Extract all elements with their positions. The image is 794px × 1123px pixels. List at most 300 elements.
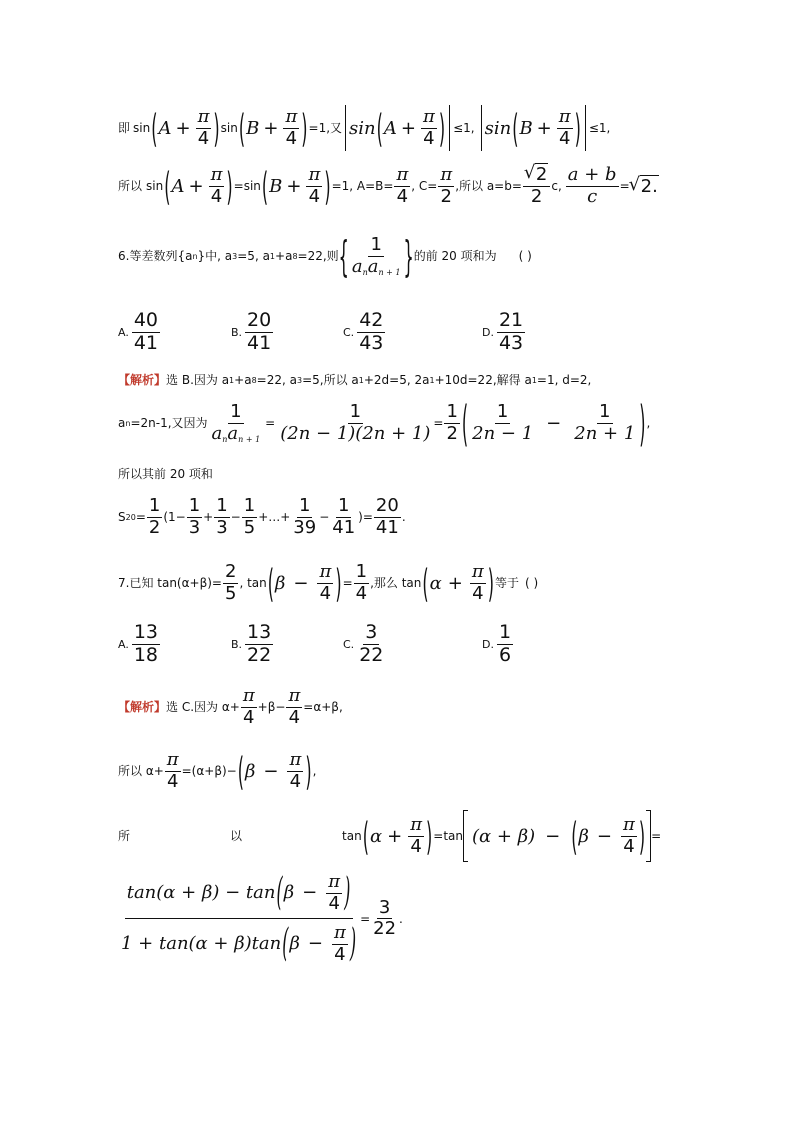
a: a [211,422,223,444]
pi-over-4 [394,165,410,207]
result-frac [371,898,398,940]
num: 1 [498,621,512,643]
alpha: α [429,572,442,594]
paren-open: ( [267,560,274,606]
two: 2 [148,516,161,538]
q6-stem5: =22,则 [297,249,339,264]
den: 41 [133,331,159,354]
q7-option-b[interactable] [231,622,274,667]
q6-option-b[interactable] [231,310,274,355]
den: 3 [216,516,228,538]
den: 5 [243,516,256,538]
brace-open: { [338,231,349,281]
eq: = [135,510,146,525]
sin-label: sin [220,121,238,135]
sol6-t7: =1, d=2, [536,373,592,387]
pi: π [319,561,332,582]
num: 20 [247,309,272,331]
q7-option-d[interactable] [482,622,514,667]
plus-sign: + [188,175,204,197]
beta: β [274,572,286,594]
beta: β [578,825,589,847]
sol6-text: 选 B.因为 a [166,373,230,387]
paren-open: ( [237,748,244,794]
num: 42 [359,309,384,331]
beta: β [283,881,295,903]
option-frac [357,622,385,667]
dots: +…+ [258,510,291,525]
four: 4 [210,185,223,207]
plus-sign: + [447,572,463,594]
option-label: A. [118,637,129,651]
pi: π [422,105,435,127]
q7-stem: 7.已知 tan(α+β)= [118,576,222,591]
one: 1 [446,401,458,422]
num: 13 [247,621,272,643]
one: 1 [370,234,382,255]
minus-sign: − [545,825,561,847]
den: 22 [247,643,272,666]
line-1 [118,105,610,151]
var-A: A [383,117,397,139]
q7-option-c[interactable] [343,622,386,667]
solution-6-sum [118,496,406,538]
one: 1 [148,495,161,516]
option-frac [497,622,513,667]
sub-1: 1 [229,375,235,385]
den: 39 [293,516,317,538]
a-plus-b: a + b [567,164,617,185]
two: 2 [446,422,458,444]
minus: − [319,510,330,525]
q6-option-d[interactable] [482,310,526,355]
pi: π [410,813,423,835]
bracket-open [463,810,468,862]
var-A: A [158,117,172,139]
paren-open: ( [512,105,519,151]
pi-over-4 [470,562,486,604]
solution-6-line-1 [118,374,591,386]
text-suoyi: 所以 [118,179,143,194]
option-label: B. [231,637,243,651]
a: a [351,255,363,277]
text-c: c, [551,179,562,194]
paren-close: ) [305,748,312,794]
minus: − [230,510,241,525]
pi-over-4 [209,165,225,207]
den: 4 [355,582,368,604]
den: 41 [247,331,272,354]
solution-6-line-2 [118,394,651,452]
sub-n: n [362,267,368,277]
pi: π [166,749,179,770]
q6-stem4: +a [275,249,293,264]
pi-over-4 [165,750,181,792]
pi-over-4 [196,107,212,149]
radicand: 2 [535,164,548,185]
num: 21 [498,309,524,331]
frac-2-5 [223,562,238,604]
two: 2 [440,185,452,207]
den: 5 [224,582,237,604]
question-7 [118,562,538,604]
pi-over-4 [326,872,342,914]
four: 4 [243,706,255,728]
eq: = [265,416,276,431]
paren-open: ( [238,105,246,151]
pi-over-4 [408,815,424,857]
sol6-t5: +2d=5, 2a [363,373,430,387]
pi: π [289,749,302,770]
pi: π [471,561,484,582]
paren-close: ) [335,560,342,606]
one: 1 [230,401,242,422]
denominator [119,919,359,965]
comma: , [646,416,651,431]
plus-sign: + [536,117,552,139]
four: 4 [423,127,435,149]
four: 4 [558,127,571,149]
den: 43 [498,331,524,354]
eq: = [433,416,444,431]
numerator [125,868,354,919]
four: 4 [328,892,340,914]
den: 6 [498,643,512,666]
option-frac [132,310,160,355]
tan-label: tan [342,829,362,843]
paren-close: ) [487,560,494,606]
pi-over-4 [283,107,299,149]
pi-over-4 [287,750,303,792]
eq: = [651,829,662,843]
a: a [367,255,379,277]
pi-over-4 [306,165,322,207]
pi: π [396,164,409,185]
sol7-end: =α+β, [303,700,343,715]
num: 1 [355,561,368,582]
text-yi: 以 [230,829,243,843]
paren-close: ) [638,813,646,859]
sub-n1: n + 1 [238,434,261,444]
one: 1 [496,401,509,422]
one: 1 [349,401,362,422]
den: 22 [359,643,384,666]
answer-blank: ( ) [525,576,539,591]
sub-3: 3 [232,251,238,261]
sub-1: 1 [269,251,276,261]
sol7-text: 选 C.因为 α+ [166,700,240,715]
one: 1 [188,495,201,516]
pi-over-4 [557,107,573,149]
sub-n: n [222,434,228,444]
option-frac [132,622,160,667]
frac-half [147,496,162,538]
q7-option-a[interactable] [118,622,161,667]
pi: π [558,105,571,127]
four: 4 [308,185,321,207]
option-label: C. [343,637,355,651]
four: 4 [289,770,302,792]
pi: π [623,813,635,835]
var-B: B [269,175,283,197]
text-suo: 所 [118,829,131,843]
sub-1: 1 [358,375,364,385]
sol7-l2b: =(α+β)− [181,764,237,779]
period: . [401,510,406,525]
plus-sign: + [400,117,416,139]
text-C: , C= [411,179,438,194]
num: 13 [133,621,159,643]
paren-close: ) [226,163,233,209]
plus-sign: + [263,117,279,139]
a-plus-b-over-c [566,165,619,207]
num: 2 [224,561,237,582]
pi: π [308,164,321,185]
frac-1-over-2n1 [572,402,637,444]
sol6-t2: +a [234,373,252,387]
comma: , [312,764,317,779]
product: (2n − 1)(2n + 1) [280,422,431,444]
paren-open: ( [261,163,269,209]
num-text: tan(α + β) − tan [126,881,276,903]
q6-stem3: =5, a [237,249,270,264]
eq: = [342,576,353,591]
text-so: ,所以 a=b= [455,179,522,194]
paren-open: ( [282,920,289,966]
frac-1-over-2n-1 [470,402,535,444]
pi-over-4 [286,686,302,728]
paren-close: ) [438,105,446,151]
abs-bar [481,105,482,151]
eq-tan: =tan [433,829,464,843]
sub-n: n [125,418,131,428]
minus-sign: − [546,412,562,434]
option-label: D. [482,325,494,339]
pi-over-4 [241,686,257,728]
paren-open: ( [151,105,158,151]
question-6 [118,231,532,281]
eq: = [360,911,371,926]
frac-1-41 [330,496,357,538]
analysis-tag: 【解析】 [118,700,167,715]
paren-open: ( [461,394,469,452]
den-text: 1 + tan(α + β)tan [121,933,282,955]
option-label: A. [118,325,129,339]
pi: π [210,164,223,185]
abs-bar [449,105,450,151]
paren-close: ) [349,920,357,966]
frac-1-39 [291,496,318,538]
paren-open: ( [276,868,283,915]
frac-half [444,402,459,444]
paren-close: ) [574,105,581,151]
a-n-a-n1 [210,424,263,445]
pi-over-4 [317,562,333,604]
pi: π [197,105,210,127]
alpha-plus-beta: (α + β) [472,825,536,847]
sin-italic: sin [349,117,376,139]
beta: β [244,760,256,782]
pi: π [242,685,255,706]
close: )= [358,510,373,525]
one: 1 [216,495,228,516]
one: 1 [299,495,311,516]
pi: π [440,164,453,185]
one: 1 [337,495,350,516]
solution-6-line-3 [118,468,213,480]
S: S [118,510,126,525]
num: 3 [378,896,391,918]
sol6-t3: =22, a [256,373,297,387]
q7-then: ,那么 tan [370,576,422,591]
brace-close: } [403,231,414,281]
sub-n: n [192,251,198,261]
pi-over-2 [438,165,454,207]
den: 2n + 1 [574,422,636,444]
text-ji: 即 [118,121,131,135]
frac-1-3 [214,496,229,538]
four: 4 [410,835,422,857]
a: a [227,422,239,444]
sin-italic: sin [484,117,512,139]
paren-close: ) [301,105,308,151]
a: a [118,416,126,431]
a-n-a-n1 [350,257,403,278]
var-A: A [171,175,185,197]
option-frac [245,622,273,667]
sol6-l2b: =2n-1,又因为 [130,416,208,431]
paren-close: ) [213,105,220,151]
option-label: C. [343,325,355,339]
den: 2n − 1 [472,422,534,444]
frac-1-3 [187,496,202,538]
pi: π [328,871,341,892]
text-le1: ≤1, [453,121,475,135]
four: 4 [197,127,210,149]
answer-blank: ( ) [518,249,532,264]
minus-sign: − [307,933,323,955]
line-2 [118,165,659,207]
plus: + [203,510,214,525]
frac-1-over-product [278,402,432,444]
sub-3: 3 [296,375,303,385]
sin-label: sin [133,121,151,135]
four: 4 [285,127,298,149]
seq-frac [350,235,403,277]
four: 4 [472,582,484,604]
period: . [399,911,403,926]
paren-close: ) [426,813,433,859]
paren-open: ( [164,163,171,209]
option-frac [497,310,525,355]
plus-sign: + [286,175,302,197]
sol7-mid: +β− [257,700,286,715]
sqrt2-over-2 [523,165,550,207]
den: 41 [375,516,399,538]
q6-stem2: }中, a [197,249,233,264]
text-le2: ≤1, [588,121,611,135]
minus-sign: − [302,881,318,903]
sol7-l2: 所以 α+ [118,764,164,779]
sub-20: 20 [125,512,136,522]
q6-option-a[interactable] [118,310,161,355]
abs-bar [345,105,346,151]
tan-label: , tan [239,576,267,591]
pi-over-4 [332,923,348,965]
text-eqsin: =sin [233,179,261,194]
sqrt2 [523,165,550,187]
sub-8: 8 [292,251,298,261]
solution-7-line-3 [118,810,678,862]
option-label: B. [231,325,243,339]
den: 41 [332,516,356,538]
frac-1-5 [242,496,257,538]
q7-equals: 等于 [494,576,519,591]
one: 1 [599,401,611,422]
beta: β [289,933,300,955]
one: 1 [243,495,256,516]
sqrt2-result [630,176,659,197]
solution-7-line-1 [118,686,343,728]
sol6-t6: +10d=22,解得 a [434,373,532,387]
q6-tail: 的前 20 项和为 [413,249,497,264]
pi: π [285,105,298,127]
four: 4 [288,706,301,728]
paren-close: ) [324,163,331,209]
big-fraction [119,868,359,966]
plus-sign: + [175,117,191,139]
sol6-t4: =5,所以 a [302,373,359,387]
c: c [587,185,598,207]
option-frac [245,310,273,355]
text-eq: = [619,179,630,194]
paren-open: ( [571,813,578,859]
var-B: B [246,117,260,139]
alpha: α [369,825,383,847]
radicand-tail: 2. [640,175,658,197]
den: 22 [373,918,397,940]
q6-stem: 6.等差数列{a [118,249,193,264]
plus-sign: + [387,825,403,847]
minus-sign: − [293,572,309,594]
den: 3 [188,516,201,538]
sub-8: 8 [251,375,257,385]
num: 40 [133,309,159,331]
result-frac [374,496,401,538]
den: 18 [133,643,159,666]
paren-open: ( [362,813,369,859]
two: 2 [530,185,543,207]
analysis-tag: 【解析】 [118,373,167,387]
four: 4 [166,770,179,792]
option-label: D. [482,637,494,651]
num: 3 [365,621,378,643]
var-B: B [519,117,533,139]
q6-option-c[interactable] [343,310,386,355]
paren-open: ( [376,105,383,151]
sub-1: 1 [429,375,435,385]
four: 4 [623,835,635,857]
frac-1-over-anan1 [210,402,263,444]
four: 4 [396,185,409,207]
four: 4 [319,582,332,604]
pi-over-4 [421,107,437,149]
sub-1: 1 [531,375,537,385]
paren-1-minus: (1− [163,510,186,525]
pi: π [333,922,346,944]
paren-close: ) [344,868,351,915]
text-eq1: =1,又 [308,121,343,135]
